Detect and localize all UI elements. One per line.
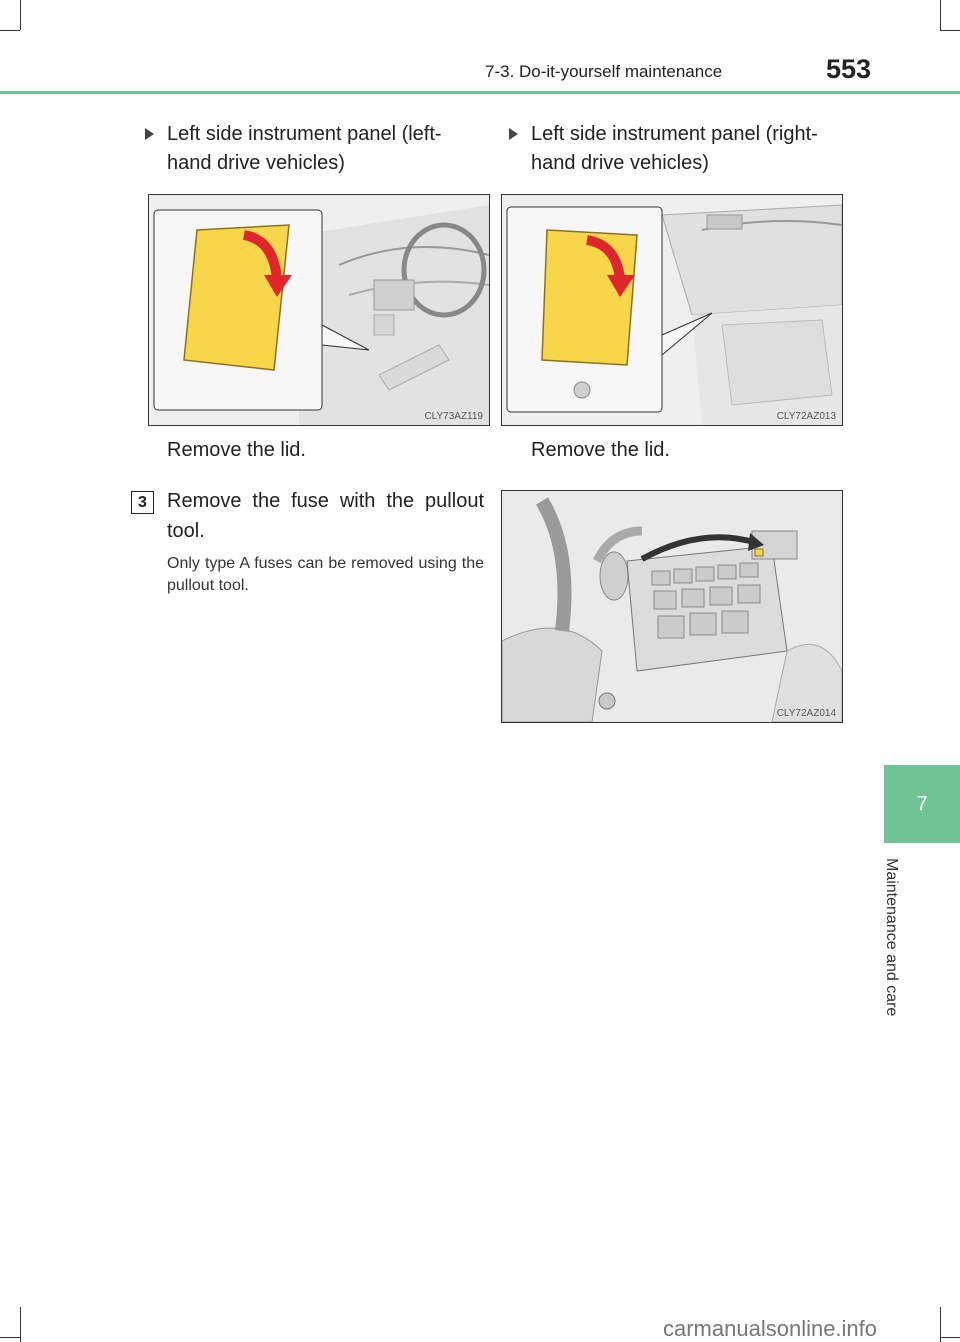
- crop-mark: [0, 30, 20, 31]
- step-instruction: Remove the fuse with the pullout tool.: [167, 490, 484, 542]
- triangle-bullet-icon: [145, 128, 154, 140]
- crop-mark: [940, 30, 960, 31]
- step-note: Only type A fuses can be removed using the pullout tool.: [167, 555, 484, 594]
- chapter-tab[interactable]: [884, 765, 960, 843]
- step-number-badge: 3: [131, 491, 154, 514]
- crop-mark: [940, 1337, 960, 1338]
- crop-mark: [940, 1307, 941, 1342]
- figure-rhd-instrument-panel: [501, 194, 843, 426]
- figure-lhd-instrument-panel: [148, 194, 490, 426]
- figure-code: CLY72AZ013: [776, 411, 836, 422]
- figure-code: CLY72AZ014: [776, 708, 836, 719]
- section-title: 7-3. Do-it-yourself maintenance: [485, 62, 723, 81]
- chapter-title: Maintenance and care: [883, 858, 900, 1017]
- page-number: 553: [826, 54, 872, 84]
- item-heading-lhd: [167, 120, 485, 178]
- chapter-title-vertical: [883, 858, 916, 1048]
- item-heading-rhd: [531, 120, 834, 178]
- instruction-rhd: Remove the lid.: [531, 439, 670, 461]
- instruction-lhd: Remove the lid.: [167, 439, 306, 461]
- crop-mark: [0, 1337, 20, 1338]
- figure-code: CLY73AZ119: [424, 411, 483, 422]
- header-rule: [0, 91, 960, 94]
- figure-engine-fuse-box: [501, 490, 843, 723]
- item-heading-text: Left side instrument panel (right-hand drive vehicles): [531, 123, 818, 174]
- crop-mark: [20, 0, 21, 30]
- chapter-number: 7: [916, 793, 928, 815]
- crop-mark: [940, 0, 941, 30]
- item-heading-text: Left side instrument panel (left-hand drive vehicles): [167, 123, 442, 174]
- footer-url[interactable]: carmanualsonline.info: [663, 1316, 878, 1341]
- crop-mark: [20, 1307, 21, 1342]
- triangle-bullet-icon: [509, 128, 518, 140]
